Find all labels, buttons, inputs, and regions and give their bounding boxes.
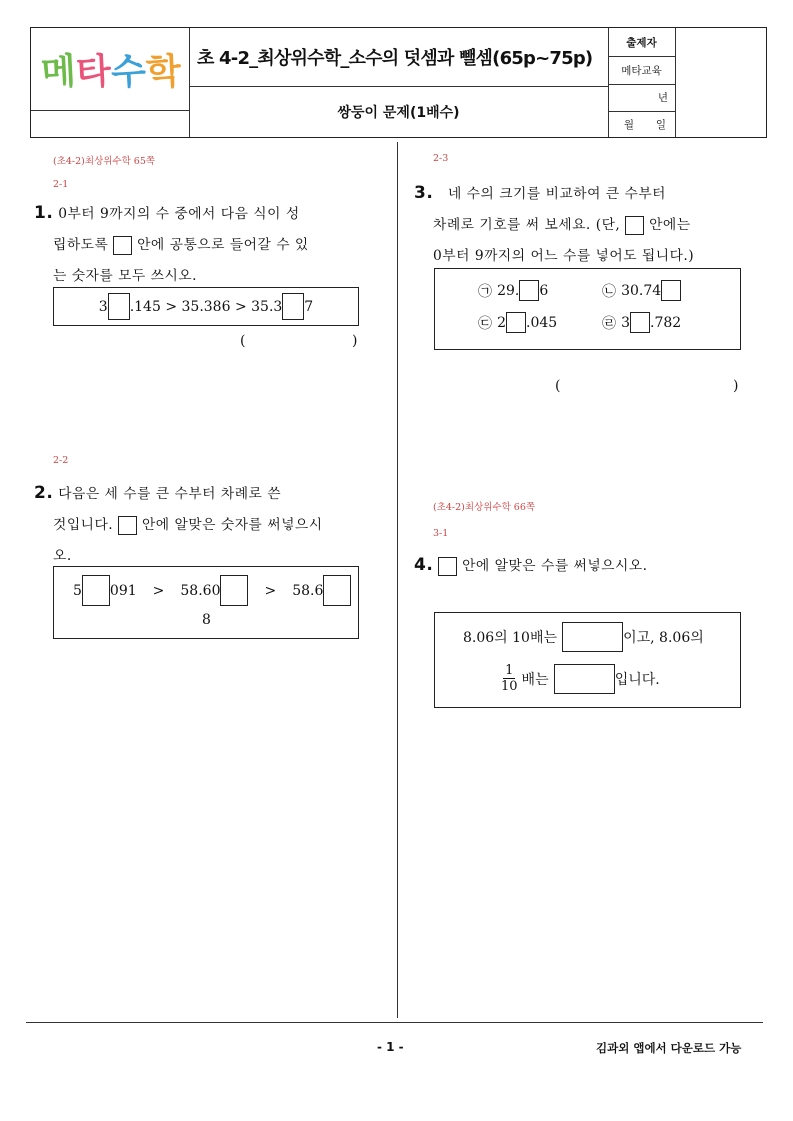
year-label: 년	[657, 92, 669, 104]
answer-blank	[506, 312, 526, 333]
question-text: 0부터 9까지의 수 중에서 다음 식이 성	[58, 206, 300, 222]
answer-blank	[108, 293, 130, 320]
answer-paren-open: (	[240, 333, 246, 349]
question-text: 안에 알맞은 숫자를 써넣으시	[141, 517, 323, 533]
footer-note: 김과외 앱에서 다운로드 가능	[596, 1041, 742, 1055]
day-label: 일	[655, 119, 667, 131]
answer-blank	[630, 312, 650, 333]
answer-blank	[554, 664, 615, 694]
document-title: 초 4-2_최상위수학_소수의 덧셈과 뺄셈(65p~75p)	[197, 48, 593, 69]
question-text: 네 수의 크기를 비교하여 큰 수부터	[447, 186, 666, 202]
question-2	[34, 478, 364, 572]
expression-part: 이고, 8.06의	[623, 630, 704, 646]
number-part: 2	[497, 314, 507, 331]
numbers-box	[434, 268, 741, 350]
question-text: 다음은 세 수를 큰 수부터 차례로 쓴	[58, 486, 282, 502]
expression-part: 배는	[521, 672, 549, 688]
question-number: 2.	[34, 483, 54, 503]
column-divider	[397, 142, 398, 1018]
expression-box	[53, 287, 359, 326]
question-text: 0부터 9까지의 어느 수를 넣어도 됩니다.)	[433, 248, 695, 264]
question-text: 차례로 기호를 써 보세요. (단,	[433, 217, 621, 233]
expression-part: 5	[73, 582, 82, 599]
question-number: 4.	[414, 555, 434, 575]
answer-blank	[220, 575, 248, 606]
question-text: 는 숫자를 모두 쓰시오.	[53, 268, 197, 284]
question-number: 3.	[414, 183, 434, 203]
number-part: 29.	[497, 282, 520, 299]
answer-blank	[438, 557, 457, 576]
footer-rule	[26, 1022, 763, 1023]
answer-paren-close: )	[352, 333, 358, 349]
question-text: 안에는	[649, 217, 691, 233]
expression-part: 입니다.	[614, 672, 660, 688]
answer-blank	[661, 280, 681, 301]
answer-blank	[323, 575, 351, 606]
question-text: 립하도록	[53, 237, 109, 253]
answer-blank	[519, 280, 539, 301]
problem-code: 3-1	[433, 528, 449, 539]
expression-part: 091	[109, 582, 137, 599]
symbol-label: ㉠	[478, 283, 492, 300]
symbol-label: ㉡	[602, 283, 616, 300]
fraction-numerator: 1	[505, 663, 514, 678]
comparison-sign: >	[264, 582, 277, 599]
answer-blank	[118, 516, 137, 535]
symbol-label: ㉢	[478, 315, 492, 332]
answer-paren-open: (	[555, 378, 561, 394]
problem-code: 2-3	[433, 153, 449, 164]
document-header	[30, 27, 767, 138]
logo-text: 메 타 수 학	[40, 50, 180, 94]
month-label: 월	[623, 119, 635, 131]
page-number: - 1 -	[377, 1040, 404, 1054]
source-reference: (초4-2)최상위수학 65쪽	[53, 156, 156, 167]
answer-paren-close: )	[733, 378, 739, 394]
number-part: 6	[539, 282, 549, 299]
expression-part: 58.6	[292, 582, 324, 599]
number-part: 3	[621, 314, 631, 331]
fraction	[501, 663, 518, 695]
document-subtitle: 쌍둥이 문제(1배수)	[337, 105, 460, 121]
symbol-label: ㉣	[602, 315, 616, 332]
question-text: 것입니다.	[53, 517, 114, 533]
answer-blank	[82, 575, 110, 606]
logo	[31, 28, 189, 110]
expression-part: .145 > 35.386 > 35.3	[129, 298, 283, 315]
expression-part: 8.06의 10배는	[463, 630, 558, 646]
question-3	[414, 178, 754, 272]
answer-blank	[282, 293, 304, 320]
number-part: .045	[526, 314, 558, 331]
fraction-denominator: 10	[501, 679, 518, 694]
expression-box	[434, 612, 741, 708]
number-part: .782	[650, 314, 682, 331]
problem-code: 2-2	[53, 455, 69, 466]
number-item	[478, 312, 557, 333]
question-4	[414, 550, 754, 582]
question-text: 안에 알맞은 수를 써넣으시오.	[462, 558, 648, 574]
answer-blank	[113, 236, 132, 255]
expression-part: 7	[304, 298, 314, 315]
answer-blank	[625, 216, 644, 235]
expression-box	[53, 566, 359, 639]
expression-part: 8	[202, 612, 211, 628]
source-reference: (초4-2)최상위수학 66쪽	[433, 502, 536, 513]
answer-blank	[562, 622, 623, 652]
question-text: 안에 공통으로 들어갈 수 있	[137, 237, 309, 253]
author-label: 출제자	[626, 36, 657, 49]
question-1	[34, 198, 364, 292]
expression-part: 3	[98, 298, 108, 315]
number-item	[602, 280, 681, 301]
number-item	[602, 312, 681, 333]
problem-code: 2-1	[53, 179, 69, 190]
question-text: 오.	[53, 548, 72, 564]
comparison-sign: >	[152, 582, 165, 599]
number-item	[478, 280, 548, 301]
question-number: 1.	[34, 203, 54, 223]
author-value: 메타교육	[621, 64, 662, 77]
expression-part: 58.60	[180, 582, 221, 599]
number-part: 30.74	[621, 282, 662, 299]
